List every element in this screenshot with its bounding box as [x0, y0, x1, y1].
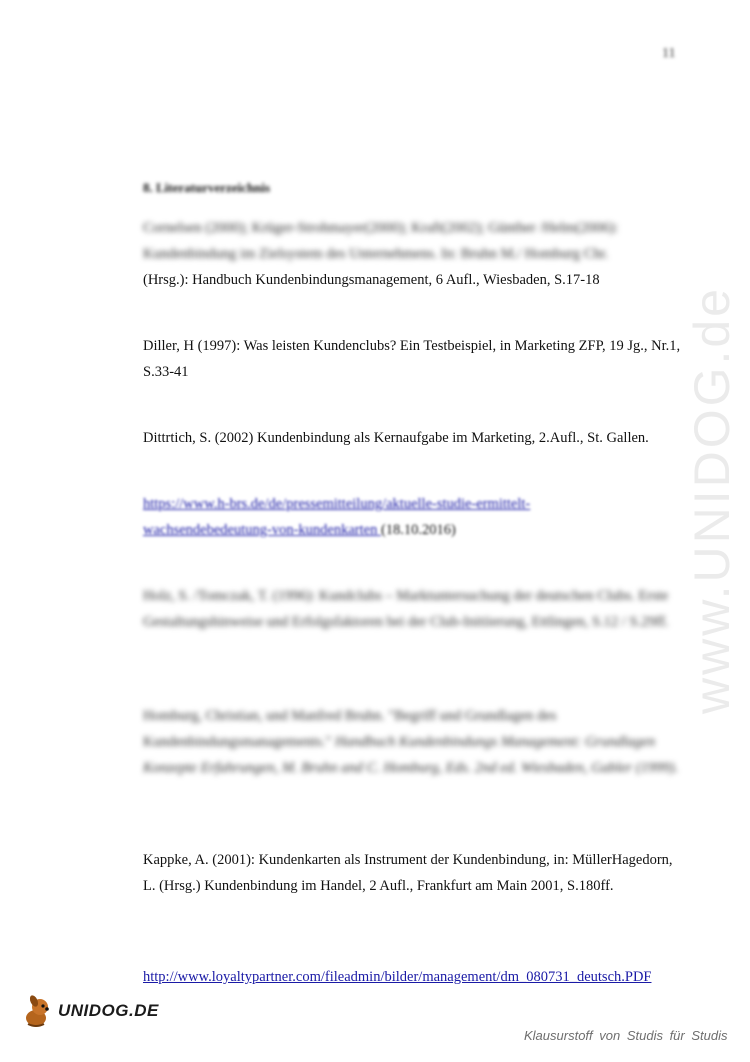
- access-date: (18.10.2016): [380, 522, 456, 538]
- link-line: wachsendebedeutung-von-kundenkarten: [143, 522, 378, 538]
- section-heading: 8. Literaturverzeichnis: [143, 180, 271, 195]
- reference-entry: [143, 703, 688, 781]
- footer-tagline: Klausurstoff von Studis für Studis: [524, 1028, 728, 1043]
- blurred-text: Cornelsen (2000); Krüger-Strohmayer(2000); Kraft(2002); Günther /Helm(2006):: [143, 220, 619, 236]
- reference-link[interactable]: [143, 496, 530, 538]
- reference-text: (Hrsg.): Handbuch Kundenbindungsmanagement, 6 Aufl., Wiesbaden, S.17-18: [143, 272, 600, 288]
- reference-entry: [143, 964, 688, 990]
- reference-entry: Diller, H (1997): Was leisten Kundenclubs? Ein Testbeispiel, in Marketing ZFP, 19 Jg., Nr.1, S.33-41: [143, 338, 681, 380]
- blurred-text: Kundenbindung im Zielsystem des Unternehmens. In: Bruhn M./ Homburg Chr.: [143, 246, 609, 262]
- reference-entry: Dittrtich, S. (2002) Kundenbindung als Kernaufgabe im Marketing, 2.Aufl., St. Gallen.: [143, 430, 649, 446]
- reference-text: Homburg, Christian, und Manfred Bruhn. "Begriff und Grundlagen des Kundenbindungsmanagements.": [143, 708, 557, 750]
- link-line: https://www.h-brs.de/de/pressemitteilung/aktuelle-studie-ermittelt-: [143, 496, 531, 512]
- reference-entry: [143, 215, 688, 293]
- reference-entry: [143, 491, 688, 543]
- reference-link[interactable]: http://www.loyaltypartner.com/fileadmin/bilder/management/dm_080731_deutsch.PDF: [143, 969, 652, 985]
- reference-entry: Holz, S. /Tomczak, T. (1996): Kundclubs – Marktuntersuchung der deutschen Clubs. Erste Gestaltungshinweise und Erfolgsfaktoren bei der Club-Initiierung, Ettlingen, S.12 / S.29ff.: [143, 588, 669, 630]
- unidog-logo-text: UNIDOG.DE: [58, 1001, 159, 1020]
- reference-text-end: .: [674, 760, 679, 776]
- reference-title: Handbuch Kundenbindungs Management: Grundlagen Konzepte Erfahrungen, M. Bruhn and C. Homburg, Eds. 2nd ed. Wiesbaden, Gabler (1999): [143, 734, 675, 776]
- watermark: www.UNIDOG.de: [684, 286, 740, 714]
- reference-entry: Kappke, A. (2001): Kundenkarten als Instrument der Kundenbindung, in: MüllerHagedorn, L. (Hrsg.) Kundenbindung im Handel, 2 Aufl., Frankfurt am Main 2001, S.180ff.: [143, 852, 673, 894]
- page-number: 11: [662, 46, 676, 61]
